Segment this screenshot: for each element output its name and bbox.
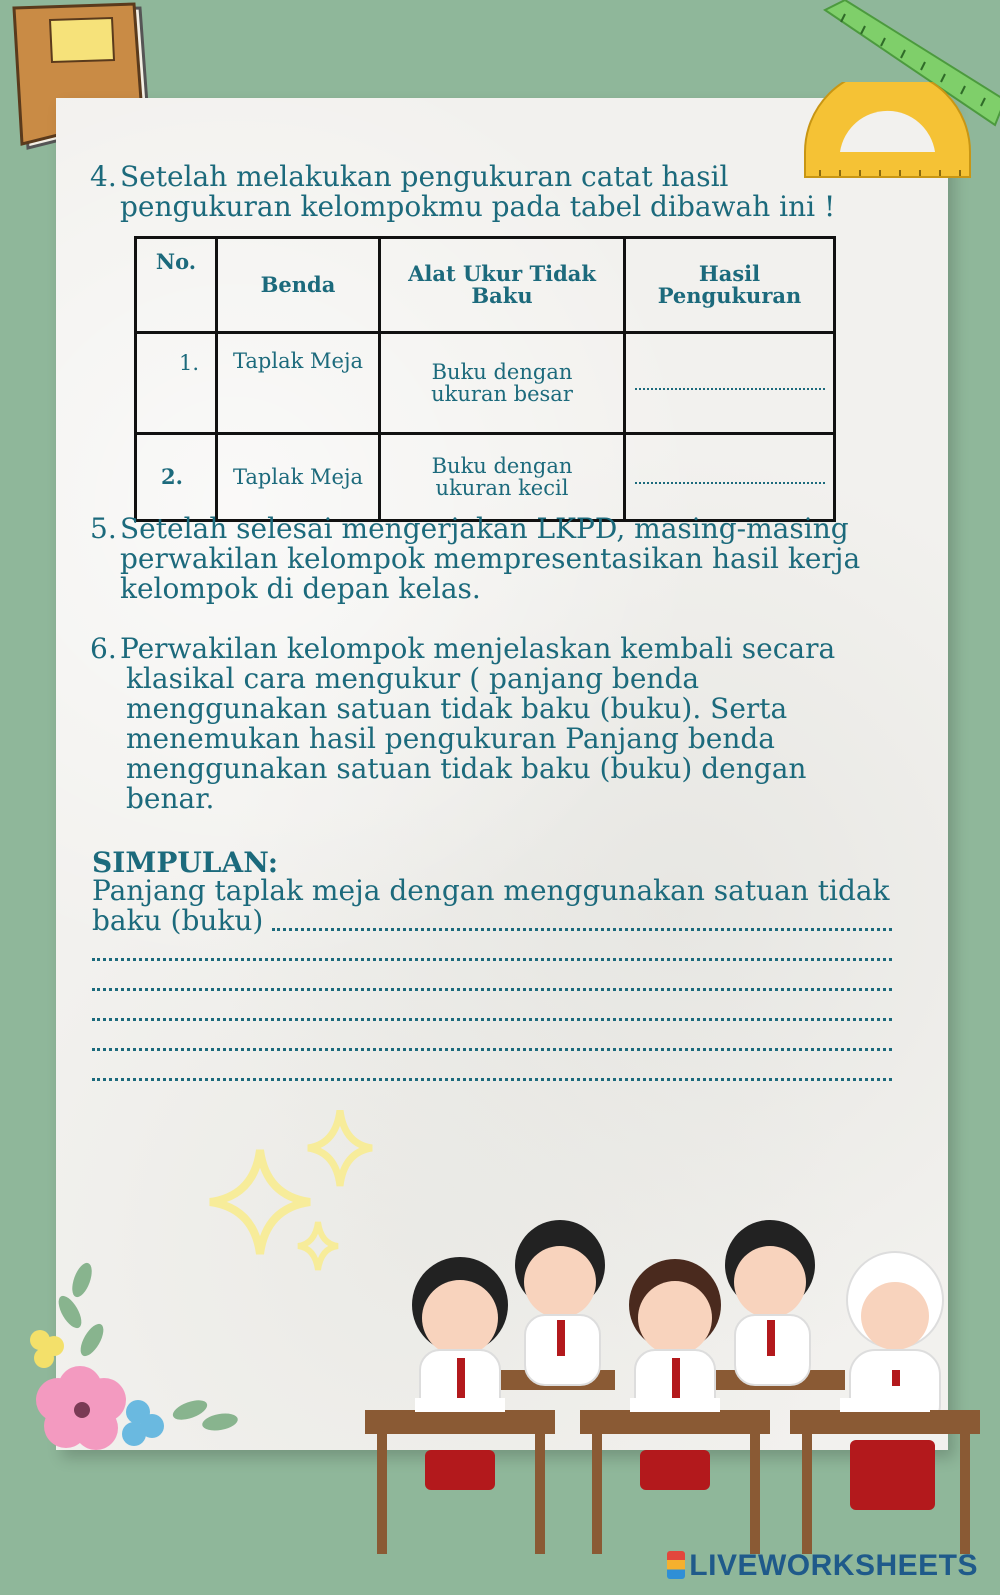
step-text-line: Setelah selesai mengerjakan LKPD, masing-masing <box>120 512 849 545</box>
table-header-row <box>136 238 835 333</box>
dotted-blank <box>635 380 825 390</box>
measurement-table <box>134 236 836 522</box>
students-illustration <box>365 1210 1000 1570</box>
cell-alat-line: Buku dengan <box>431 454 573 478</box>
simpulan-answer-line[interactable] <box>92 1048 892 1051</box>
simpulan-answer-line[interactable] <box>92 1018 892 1021</box>
simpulan-title: SIMPULAN: <box>92 846 279 879</box>
cell-alat-line: ukuran kecil <box>435 476 569 500</box>
cell-benda: Taplak Meja <box>217 434 380 521</box>
step-text-line: perwakilan kelompok mempresentasikan hasil kerja <box>120 542 861 575</box>
flower-decoration-icon <box>0 1250 260 1490</box>
step-6 <box>90 634 910 814</box>
step-text-line: klasikal cara mengukur ( panjang benda <box>126 662 700 695</box>
step-text-line: Setelah melakukan pengukuran catat hasil <box>120 160 729 193</box>
brand-watermark <box>667 1549 978 1583</box>
step-text-line: kelompok di depan kelas. <box>120 572 481 605</box>
simpulan-answer-line[interactable] <box>92 988 892 991</box>
step-number: 6. <box>90 632 117 665</box>
cell-alat <box>380 333 625 434</box>
cell-no: 1. <box>136 333 217 434</box>
step-number: 4. <box>90 160 117 193</box>
simpulan-line: Panjang taplak meja dengan menggunakan satuan tidak <box>92 874 890 907</box>
step-5 <box>90 514 910 604</box>
step-text-line: pengukuran kelompokmu pada tabel dibawah ini ! <box>120 190 836 223</box>
hasil-answer-field[interactable] <box>625 434 835 521</box>
step-text-line: benar. <box>126 782 215 815</box>
header-alat-line: Baku <box>471 283 533 308</box>
cell-alat <box>380 434 625 521</box>
simpulan-text <box>92 876 912 936</box>
step-number: 5. <box>90 512 117 545</box>
step-text-line: menemukan hasil pengukuran Panjang benda <box>126 722 775 755</box>
liveworksheets-logo-icon <box>667 1551 685 1579</box>
step-text-line: Perwakilan kelompok menjelaskan kembali secara <box>120 632 836 665</box>
simpulan-answer-line[interactable] <box>92 1078 892 1081</box>
header-alat-line: Alat Ukur Tidak <box>408 261 596 286</box>
cell-no: 2. <box>136 434 217 521</box>
step-text-line: menggunakan satuan tidak baku (buku) dengan <box>126 752 807 785</box>
table-row <box>136 333 835 434</box>
simpulan-answer-line[interactable] <box>272 928 892 931</box>
step-4 <box>90 162 890 222</box>
cell-benda: Taplak Meja <box>217 333 380 434</box>
hasil-answer-field[interactable] <box>625 333 835 434</box>
simpulan-line: baku (buku) <box>92 904 264 937</box>
simpulan-answer-line[interactable] <box>92 958 892 961</box>
brand-text: LIVEWORKSHEETS <box>689 1549 978 1582</box>
table-row <box>136 434 835 521</box>
header-no: No. <box>136 238 217 333</box>
cell-alat-line: ukuran besar <box>431 382 573 406</box>
header-benda: Benda <box>217 238 380 333</box>
step-text-line: menggunakan satuan tidak baku (buku). Serta <box>126 692 788 725</box>
header-alat-ukur <box>380 238 625 333</box>
cell-alat-line: Buku dengan <box>431 360 573 384</box>
header-hasil: Hasil Pengukuran <box>625 238 835 333</box>
dotted-blank <box>635 474 825 484</box>
